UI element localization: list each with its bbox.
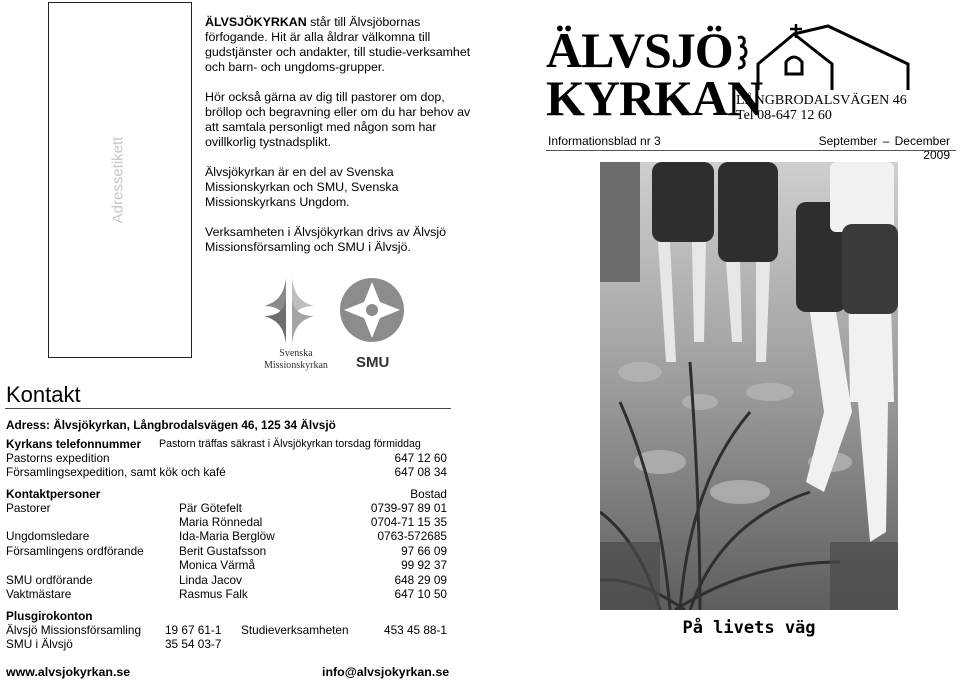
person-phone: 97 66 09 [401,544,447,558]
person-name: Linda Jacov [179,573,242,587]
person-name: Ida-Maria Berglöw [179,529,275,543]
phone-number-2: 647 08 34 [394,465,447,479]
masthead-title-line-1: ÄLVSJÖ [546,22,733,78]
masthead-phone: Tel 08-647 12 60 [736,108,832,123]
plusgiro-label-2: Studieverksamheten [241,623,349,637]
intro-church-name: ÄLVSJÖKYRKAN [205,15,307,29]
walking-people-photo [600,162,898,610]
smu-caption: SMU [356,354,390,371]
persons-heading-home: Bostad [410,487,447,501]
person-phone: 0739-97 89 01 [370,501,447,515]
phone-number-1: 647 12 60 [394,451,447,465]
plusgiro-heading: Plusgirokonton [6,609,93,623]
person-name: Monica Värmå [179,558,256,572]
plusgiro-label: Älvsjö Missionsförsamling [6,623,142,637]
masthead-address [736,93,907,123]
partner-logos [244,276,414,376]
plusgiro-number: 35 54 03-7 [165,637,222,651]
masthead-title-line-2: KYRKAN [546,70,763,126]
phone-heading: Kyrkans telefonnummer [6,437,142,451]
plusgiro-label: SMU i Älvsjö [6,637,73,651]
missionskyrkan-caption-1: Svenska [279,348,313,359]
masthead-divider [546,150,956,151]
person-role: Församlingens ordförande [6,544,144,558]
website-link[interactable]: www.alvsjokyrkan.se [6,665,131,679]
email-link[interactable]: info@alvsjokyrkan.se [322,665,450,679]
intro-text [205,15,475,255]
missionskyrkan-caption-2: Missionskyrkan [264,360,328,371]
contact-divider [5,408,451,409]
masthead-title [546,22,763,126]
person-name: Berit Gustafsson [179,544,267,558]
smu-logo-icon [338,276,406,348]
person-name: Maria Rönnedal [179,515,263,529]
person-phone: 0704-71 15 35 [370,515,447,529]
intro-paragraph-1 [205,15,475,75]
person-role: Ungdomsledare [6,529,90,543]
address-label-text: Adressetikett [109,136,127,224]
phone-note: Pastorn träffas säkrast i Älvsjökyrkan torsdag förmiddag [159,438,421,450]
person-phone: 647 10 50 [394,587,447,601]
issue-period: September – December 2009 [818,134,950,162]
photo-illustration [600,162,898,610]
plusgiro-number: 19 67 61-1 [165,623,222,637]
phone-label-1: Pastorns expedition [6,451,110,465]
contact-title: Kontakt [6,382,81,407]
intro-paragraph-2: Hör också gärna av dig till pastorer om dop, bröllop och begravning eller om du har behov av att samtala personligt med någon som har ovillkorlig tystnadsplikt. [205,90,471,149]
intro-p1-rest: står till Älvsjöbornas förfogande. Hit är alla åldrar välkomna till gudstjänster och andakter, till studie-verksamhet och barn- och ungdoms-grupper. [205,15,471,74]
person-phone: 99 92 37 [401,558,447,572]
contact-address: Adress: Älvsjökyrkan, Långbrodalsvägen 46, 125 34 Älvsjö [6,418,336,432]
missionskyrkan-caption [264,348,328,372]
person-role: Vaktmästare [6,587,72,601]
slogan: På livets väg [682,618,816,638]
phone-label-2: Församlingsexpedition, samt kök och kafé [6,465,226,479]
person-role: Pastorer [6,501,51,515]
intro-paragraph-3: Älvsjökyrkan är en del av Svenska Missionskyrkan och SMU, Svenska Missionskyrkans Ungdom. [205,165,399,209]
person-name: Pär Götefelt [179,501,242,515]
issue-number: Informationsblad nr 3 [548,134,661,148]
person-role: SMU ordförande [6,573,93,587]
person-name: Rasmus Falk [179,587,248,601]
person-phone: 0763-572685 [377,529,447,543]
intro-paragraph-4: Verksamheten i Älvsjökyrkan drivs av Älvsjö Missionsförsamling och SMU i Älvsjö. [205,225,447,254]
church-building-icon [736,24,912,94]
plusgiro-number-2: 453 45 88-1 [384,623,447,637]
persons-heading: Kontaktpersoner [6,487,101,501]
missionskyrkan-logo-icon [244,276,334,346]
masthead-street: LÅNGBRODALSVÄGEN 46 [736,93,907,108]
person-phone: 648 29 09 [394,573,447,587]
